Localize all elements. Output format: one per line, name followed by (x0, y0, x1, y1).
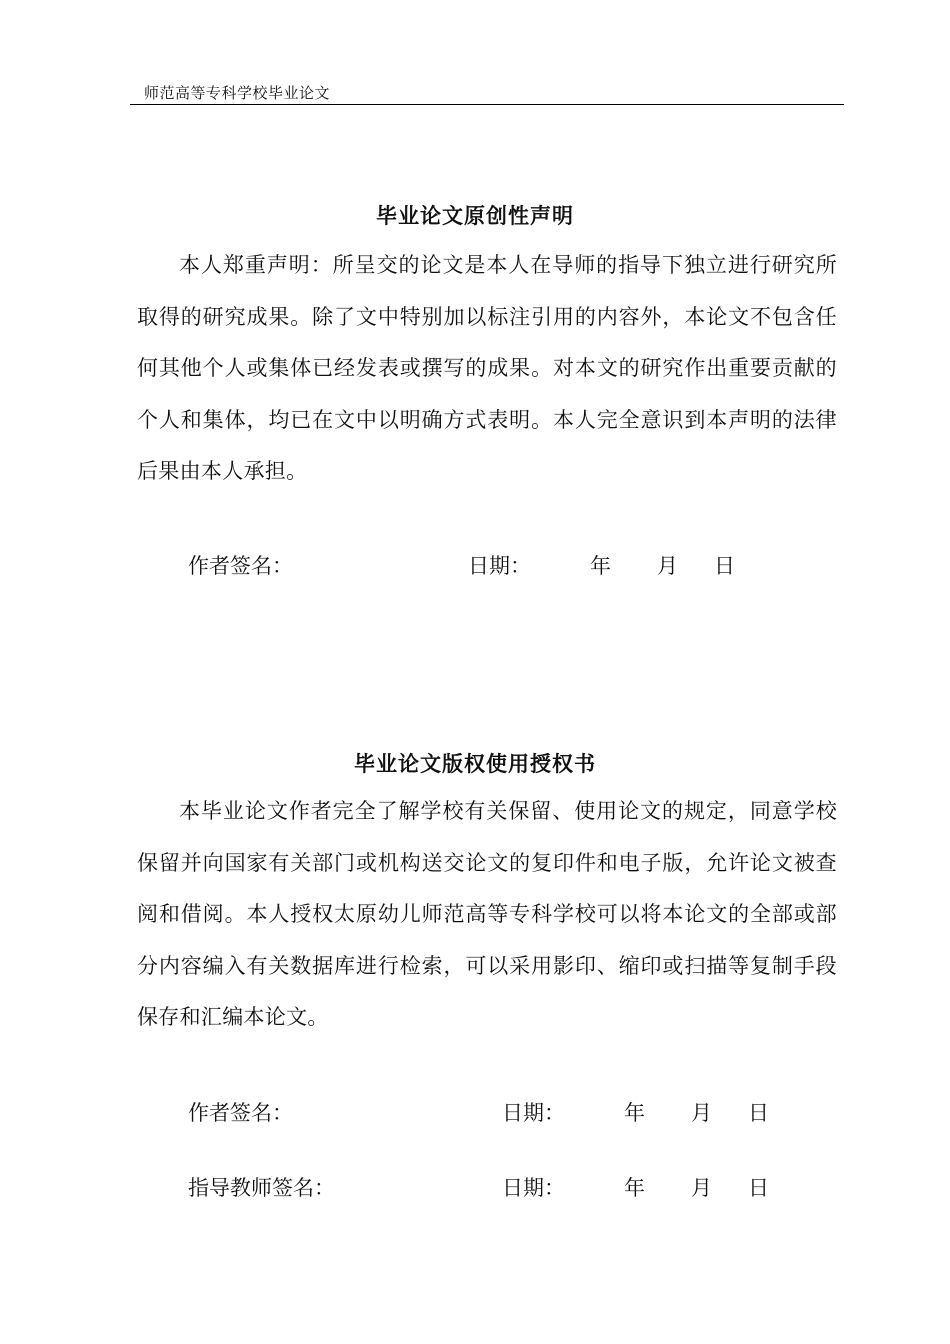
copyright-title: 毕业论文版权使用授权书 (354, 752, 596, 776)
originality-title: 毕业论文原创性声明 (376, 204, 574, 228)
advisor-signature-label: 指导教师签名： (188, 1176, 335, 1200)
year-label: 年 (624, 1101, 645, 1125)
header-text: 师范高等专科学校毕业论文 (144, 84, 331, 102)
year-label: 年 (624, 1176, 645, 1200)
originality-body: 本人郑重声明：所呈交的论文是本人在导师的指导下独立进行研究所取得的研究成果。除了文中特别加以标注引用的内容外，本论文不包含任何其他个人或集体已经发表或撰写的成果。对本文的研究作出重要贡献的个人和集体，均已在文中以明确方式表明。本人完全意识到本声明的法律后果由本人承担。 (137, 253, 837, 483)
day-label: 日 (748, 1176, 769, 1200)
month-label: 月 (657, 554, 678, 578)
day-label: 日 (748, 1101, 769, 1125)
author-signature-label: 作者签名： (188, 554, 293, 578)
copyright-body: 本毕业论文作者完全了解学校有关保留、使用论文的规定，同意学校保留并向国家有关部门或机构送交论文的复印件和电子版，允许论文被查阅和借阅。本人授权太原幼儿师范高等专科学校可以将本论文的全部或部分内容编入有关数据库进行检索，可以采用影印、缩印或扫描等复制手段保存和汇编本论文。 (137, 799, 837, 1029)
day-label: 日 (714, 554, 735, 578)
page-header (130, 80, 844, 105)
year-label: 年 (590, 554, 611, 578)
month-label: 月 (691, 1176, 712, 1200)
month-label: 月 (691, 1101, 712, 1125)
date-label: 日期： (502, 1101, 565, 1125)
date-label: 日期： (468, 554, 531, 578)
author-signature-label: 作者签名： (188, 1101, 293, 1125)
date-label: 日期： (502, 1176, 565, 1200)
